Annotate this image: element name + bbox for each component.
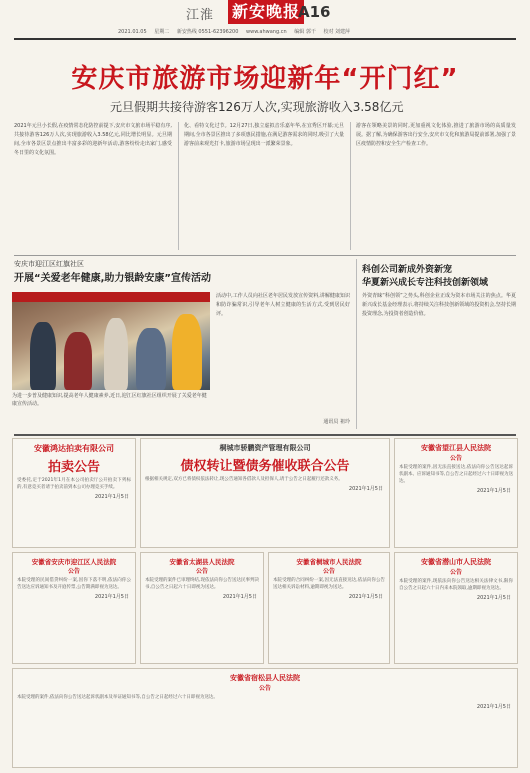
notice-title: 安徽省太湖县人民法院	[169, 558, 235, 566]
notice-date: 2021年1月5日	[476, 704, 511, 710]
page-subheadline: 元旦假期共接待游客126万人次,实现旅游收入3.58亿元	[110, 100, 404, 114]
notice-heading: 公告	[322, 568, 335, 575]
court-notice	[12, 668, 518, 768]
weekday: 星期二	[154, 29, 170, 35]
tech-story-subtitle: 华夏新兴成长专注科技创新领域	[362, 278, 489, 288]
notice-heading: 公告	[258, 685, 271, 692]
notice-body: 根据相关规定,双方已将债权依法转让,现公告通知各借款人及担保人,请于公告之日起履行还款义务。	[145, 477, 343, 482]
photo-story-title: 开展“关爱老年健康,助力银龄安康”宣传活动	[14, 273, 211, 284]
court-notice	[268, 552, 390, 664]
photo-story-kicker: 安庆市迎江区红旗社区	[14, 260, 84, 268]
masthead-divider	[14, 38, 516, 40]
page-number: A16	[298, 3, 331, 21]
notice-date: 2021年1月5日	[94, 494, 129, 500]
tech-story-body: 外资青睐“科创领”之势头,科创企业正成为资本市场关注的焦点。华夏新兴成长基金经理表示,将持续关注科技创新领域的投资机会,坚持长期投资理念,为投资者创造价值。	[362, 293, 516, 317]
court-notice	[394, 552, 518, 664]
notice-date: 2021年1月5日	[222, 594, 257, 600]
notice-heading: 公告	[449, 455, 462, 462]
court-notice	[140, 552, 264, 664]
debt-transfer-notice	[140, 438, 390, 548]
notice-heading: 公告	[449, 569, 462, 576]
notice-date: 2021年1月5日	[476, 488, 511, 494]
notice-body: 受委托,定于2021年1月在本公司拍卖厅公开拍卖下列标的,有意竞买者请于拍卖前到本公司办理竞买手续。	[17, 478, 131, 490]
photo-story-author: 通讯员 祖玲	[323, 419, 350, 425]
notice-body: 本院受理的案件已审理终结,现依法向你公告送达民事判决书,自公告之日起六十日即视为送达。	[145, 578, 259, 590]
masthead-region: 江淮	[186, 8, 215, 23]
editor: 编辑 郭干	[294, 29, 316, 35]
website: www.ahwang.cn	[246, 29, 287, 35]
notice-title: 安徽鸿达拍卖有限公司	[34, 444, 114, 453]
notice-title: 安徽省潜山市人民法院	[421, 558, 491, 566]
notice-title: 桐城市骄鹏资产管理有限公司	[219, 444, 311, 452]
notice-heading: 债权转让暨债务催收联合公告	[180, 459, 350, 474]
proofreader: 校对 刘建萍	[323, 29, 351, 35]
column-divider	[350, 122, 351, 250]
notice-heading: 公告	[67, 568, 80, 575]
notice-body: 本院受理的案件,现依法向你公告送达相关法律文书,限你自公告之日起六十日内来本院领取,逾期即视为送达。	[399, 579, 513, 591]
notices-divider	[14, 434, 516, 436]
info-bar	[0, 27, 530, 37]
court-notice	[12, 552, 136, 664]
notice-body: 本院受理的案件,依法向你公告送达起诉状副本及举证通知书等,自公告之日起经过六十日即视为送达。	[17, 695, 218, 700]
column-divider	[356, 259, 357, 429]
court-notice	[394, 438, 518, 548]
notice-date: 2021年1月5日	[348, 486, 383, 492]
notice-title: 安徽省望江县人民法院	[421, 444, 491, 452]
notice-date: 2021年1月5日	[476, 595, 511, 601]
photo-banner	[12, 292, 210, 302]
masthead	[0, 0, 530, 26]
notice-date: 2021年1月5日	[348, 594, 383, 600]
auction-notice	[12, 438, 136, 548]
lead-story-col1: 2021年元旦小长假,在疫情常态化防控前提下,安庆市文旅市场平稳有序,共接待游客126万人次,实现旅游收入3.58亿元,同比增长明显。元旦期间,全市各景区景点推出丰富多彩的迎新年活动,游客纷纷走出家门,感受冬日里的文化氛围。	[14, 123, 172, 156]
notice-title: 安徽省桐城市人民法院	[296, 558, 362, 566]
notice-date: 2021年1月5日	[94, 594, 129, 600]
page-headline: 安庆市旅游市场迎新年“开门红”	[71, 64, 459, 94]
photo-caption: 为进一步普及健康知识,提高老年人健康素养,近日,迎江区红旗社区组织开展了关爱老年健康宣传活动。	[12, 393, 207, 407]
lead-story-col2: 化、看特文化过节。12月27日,独立虚拟音乐嘉年华,在宜秀区开幕;元旦期间,全市各景区推出了多项惠民措施,在满足游客需求的同时,吸引了大量游客前来观光打卡,旅游市场呈现出一派繁荣景象。	[184, 123, 344, 147]
column-divider	[178, 122, 179, 250]
notice-body: 本院受理的合同纠纷一案,因无法直接送达,依法向你公告送达相关诉讼材料,逾期即视为送达。	[273, 578, 385, 590]
issue-date: 2021.01.05	[118, 29, 147, 35]
notice-heading: 公告	[195, 568, 208, 575]
notice-body: 本院受理的案件,因无法直接送达,依法向你公告送达起诉状副本、应诉通知书等,自公告之日起经过六十日即视为送达。	[399, 465, 513, 484]
notice-body: 本院受理的民间借贷纠纷一案,因你下落不明,依法向你公告送达应诉通知书及开庭传票,公告期满即视为送达。	[17, 578, 131, 590]
notice-heading: 拍卖公告	[47, 460, 100, 475]
event-photo	[12, 292, 210, 390]
section-divider	[14, 255, 516, 256]
notice-title: 安徽省宿松县人民法院	[230, 674, 300, 682]
lead-story-col3: 游客在领略美景的同时,更加重视文化体验,推进了旅游市场的高质量发展。据了解,为确保游客出行安全,安庆市文化和旅游局提前部署,加强了景区疫情防控和安全生产检查工作。	[356, 123, 516, 147]
newspaper-logo: 新安晚报	[228, 0, 304, 24]
notice-title: 安徽省安庆市迎江区人民法院	[31, 558, 117, 566]
hotline: 新安热线 0551-62396200	[176, 29, 239, 35]
photo-story-body: 活动中,工作人员向社区老年居民发放宣传资料,讲解健康知识和防诈骗常识,引导老年人树立健康的生活方式,受到居民好评。	[216, 293, 350, 317]
tech-story-title: 科创公司新成外资新宠	[362, 265, 453, 275]
